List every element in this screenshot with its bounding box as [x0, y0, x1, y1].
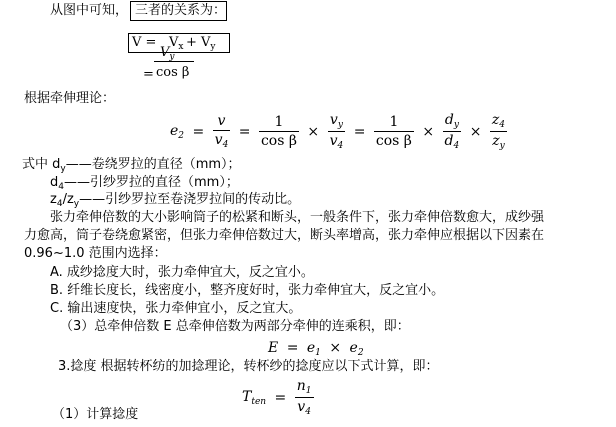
velocity-vy: + $V_y$	[186, 35, 216, 52]
velocity-lhs: V =	[132, 35, 157, 50]
relation-callout-box	[130, 1, 227, 21]
e2-times2: ×	[422, 123, 435, 140]
e-lhs: E	[268, 340, 279, 356]
e2-frac-dy-d4: $\frac{d_y}{d_4}$	[444, 112, 460, 151]
factor-b: B. 纤维长度长，线密度小，整齐度好时，张力牵伸宜大，反之宜小。	[50, 283, 445, 298]
paragraph-line-2: 力愈高，筒子卷绕愈紧密，但张力牵伸倍数过大，断头率增高，张力牵伸应根据以下因素在	[24, 228, 545, 243]
twist-heading: 3.捻度 根据转杯纺的加捻理论，转杯纱的捻度应以下式计算，即：	[58, 359, 439, 374]
intro-lead: 从图中可知，	[50, 3, 129, 18]
factor-c: C. 输出速度快，张力牵伸宜小，反之宜大。	[50, 301, 302, 316]
t-formula	[242, 378, 314, 420]
definition-d4: $d_4——$引纱罗拉的直径（mm）；	[50, 175, 239, 192]
t-eq: =	[274, 389, 287, 406]
e2-frac-z4-zy: $\frac{z_4}{z_y}$	[491, 112, 506, 151]
e-formula	[268, 340, 364, 358]
e-times: ×	[329, 340, 342, 356]
e2-frac-1-cos-2: $\frac{1}{\text{cos β}}$	[375, 114, 412, 149]
e2-times1: ×	[307, 123, 320, 140]
e2-eq3: =	[353, 123, 366, 140]
e2-lhs: $e_2$	[170, 122, 185, 141]
total-draft-heading: （3）总牵伸倍数 E 总牵伸倍数为两部分牵伸的连乘积，即：	[60, 319, 410, 334]
velocity-eq: =	[143, 67, 154, 82]
paragraph-line-3: 0.96~1.0 范围内选择：	[24, 246, 167, 261]
e2-times3: ×	[469, 123, 482, 140]
velocity-denominator: cos β	[156, 65, 190, 80]
velocity-fraction-bar	[154, 61, 194, 62]
e-b: $e_2$	[349, 340, 364, 358]
t-lhs: $T_{ten}$	[242, 388, 267, 407]
velocity-overlap-numerator: $V_y$	[160, 45, 175, 62]
e2-eq2: =	[238, 123, 251, 140]
e2-frac-1-cos: $\frac{1}{\text{cos β}}$	[260, 114, 297, 149]
definition-dy: 式中 $d_y——$卷绕罗拉的直径（mm）；	[22, 157, 241, 174]
drafting-theory-heading: 根据牵伸理论：	[24, 91, 116, 106]
calc-twist-heading: （1）计算捻度	[52, 407, 139, 422]
factor-a: A. 成纱捻度大时，张力牵伸宜大，反之宜小。	[50, 265, 314, 280]
e2-frac-v-v4: $\frac{v}{v_4}$	[214, 113, 229, 150]
e2-frac-vy-v4: $\frac{v_y}{v_4}$	[329, 112, 344, 151]
velocity-formula-box	[128, 33, 230, 53]
t-frac: $\frac{n_1}{v_4}$	[296, 378, 312, 417]
e-eq: =	[286, 340, 299, 356]
paragraph-line-1: 张力牵伸倍数的大小影响筒子的松紧和断头，一般条件下，张力牵伸倍数愈大，成纱强	[50, 210, 545, 225]
velocity-vx: $V_x$	[169, 35, 184, 52]
definition-ratio: $z_4/z_y——$引纱罗拉至卷浇罗拉间的传动比。	[50, 192, 301, 209]
e2-formula	[170, 112, 507, 156]
relation-callout-text: 三者的关系为：	[135, 3, 227, 18]
e-a: $e_1$	[306, 340, 321, 358]
e2-eq1: =	[192, 123, 205, 140]
